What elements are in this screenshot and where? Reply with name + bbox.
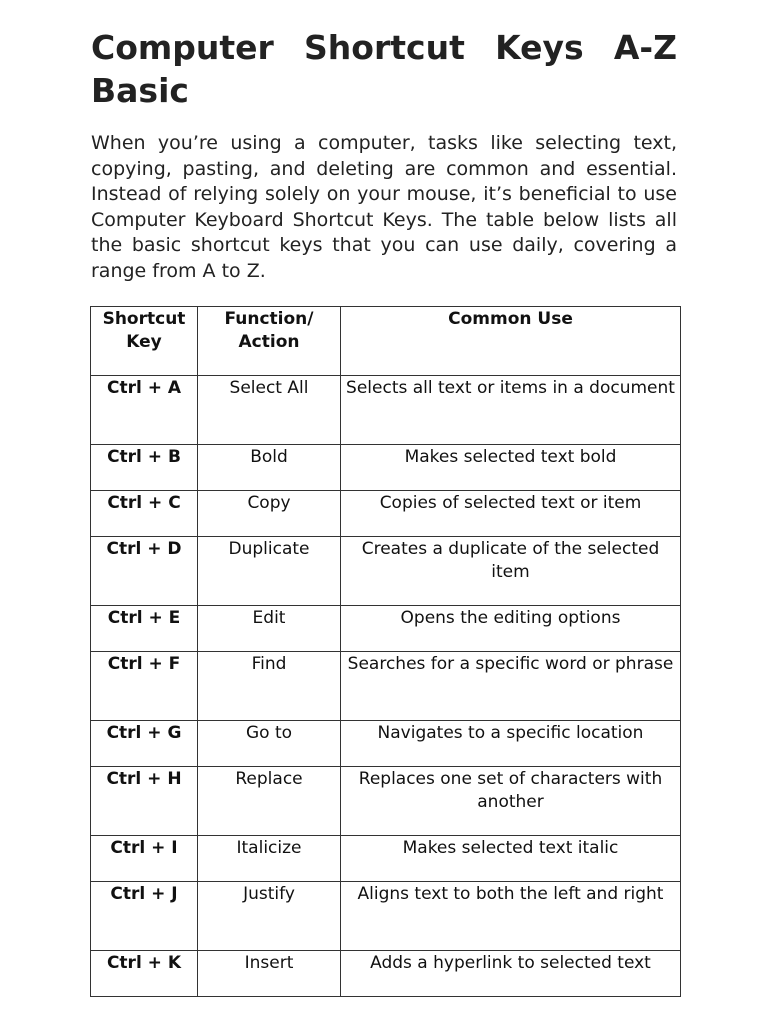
shortcut-key-cell: Ctrl + H — [91, 767, 198, 836]
common-use-cell: Creates a duplicate of the selected item — [341, 537, 681, 606]
table-row — [91, 721, 681, 767]
common-use-cell: Opens the editing options — [341, 606, 681, 652]
document-page — [91, 26, 677, 285]
function-cell: Insert — [198, 951, 341, 997]
function-cell: Copy — [198, 491, 341, 537]
shortcut-key-cell: Ctrl + F — [91, 652, 198, 721]
shortcut-key-cell: Ctrl + B — [91, 445, 198, 491]
common-use-cell: Copies of selected text or item — [341, 491, 681, 537]
shortcut-key-cell: Ctrl + G — [91, 721, 198, 767]
table-row — [91, 951, 681, 997]
function-cell: Bold — [198, 445, 341, 491]
header-common-use: Common Use — [341, 307, 681, 376]
table-row — [91, 537, 681, 606]
table-row — [91, 836, 681, 882]
function-cell: Go to — [198, 721, 341, 767]
table-row — [91, 491, 681, 537]
function-cell: Duplicate — [198, 537, 341, 606]
shortcut-key-cell: Ctrl + K — [91, 951, 198, 997]
shortcut-key-cell: Ctrl + A — [91, 376, 198, 445]
common-use-cell: Navigates to a specific location — [341, 721, 681, 767]
table-row — [91, 606, 681, 652]
header-function-action: Function/ Action — [198, 307, 341, 376]
table-row — [91, 882, 681, 951]
function-cell: Replace — [198, 767, 341, 836]
shortcut-key-cell: Ctrl + C — [91, 491, 198, 537]
common-use-cell: Makes selected text bold — [341, 445, 681, 491]
common-use-cell: Searches for a specific word or phrase — [341, 652, 681, 721]
header-shortcut-key: Shortcut Key — [91, 307, 198, 376]
table-row — [91, 376, 681, 445]
shortcut-key-cell: Ctrl + J — [91, 882, 198, 951]
shortcut-key-cell: Ctrl + I — [91, 836, 198, 882]
table-row — [91, 652, 681, 721]
common-use-cell: Aligns text to both the left and right — [341, 882, 681, 951]
common-use-cell: Makes selected text italic — [341, 836, 681, 882]
function-cell: Italicize — [198, 836, 341, 882]
function-cell: Find — [198, 652, 341, 721]
common-use-cell: Replaces one set of characters with another — [341, 767, 681, 836]
shortcut-table — [90, 306, 681, 997]
common-use-cell: Adds a hyperlink to selected text — [341, 951, 681, 997]
function-cell: Justify — [198, 882, 341, 951]
intro-paragraph: When you’re using a computer, tasks like selecting text, copying, pasting, and deleting are common and essential. Instead of relying solely on your mouse, it’s beneficial to use Computer Keyboard Shortcut Keys. The table below lists all the basic shortcut keys that you can use daily, covering a range from A to Z. — [91, 132, 677, 282]
shortcut-key-cell: Ctrl + E — [91, 606, 198, 652]
table-header-row — [91, 307, 681, 376]
shortcut-key-cell: Ctrl + D — [91, 537, 198, 606]
table-row — [91, 445, 681, 491]
table-row — [91, 767, 681, 836]
common-use-cell: Selects all text or items in a document — [341, 376, 681, 445]
page-title: Computer Shortcut Keys A-Z Basic — [91, 28, 677, 110]
function-cell: Edit — [198, 606, 341, 652]
function-cell: Select All — [198, 376, 341, 445]
